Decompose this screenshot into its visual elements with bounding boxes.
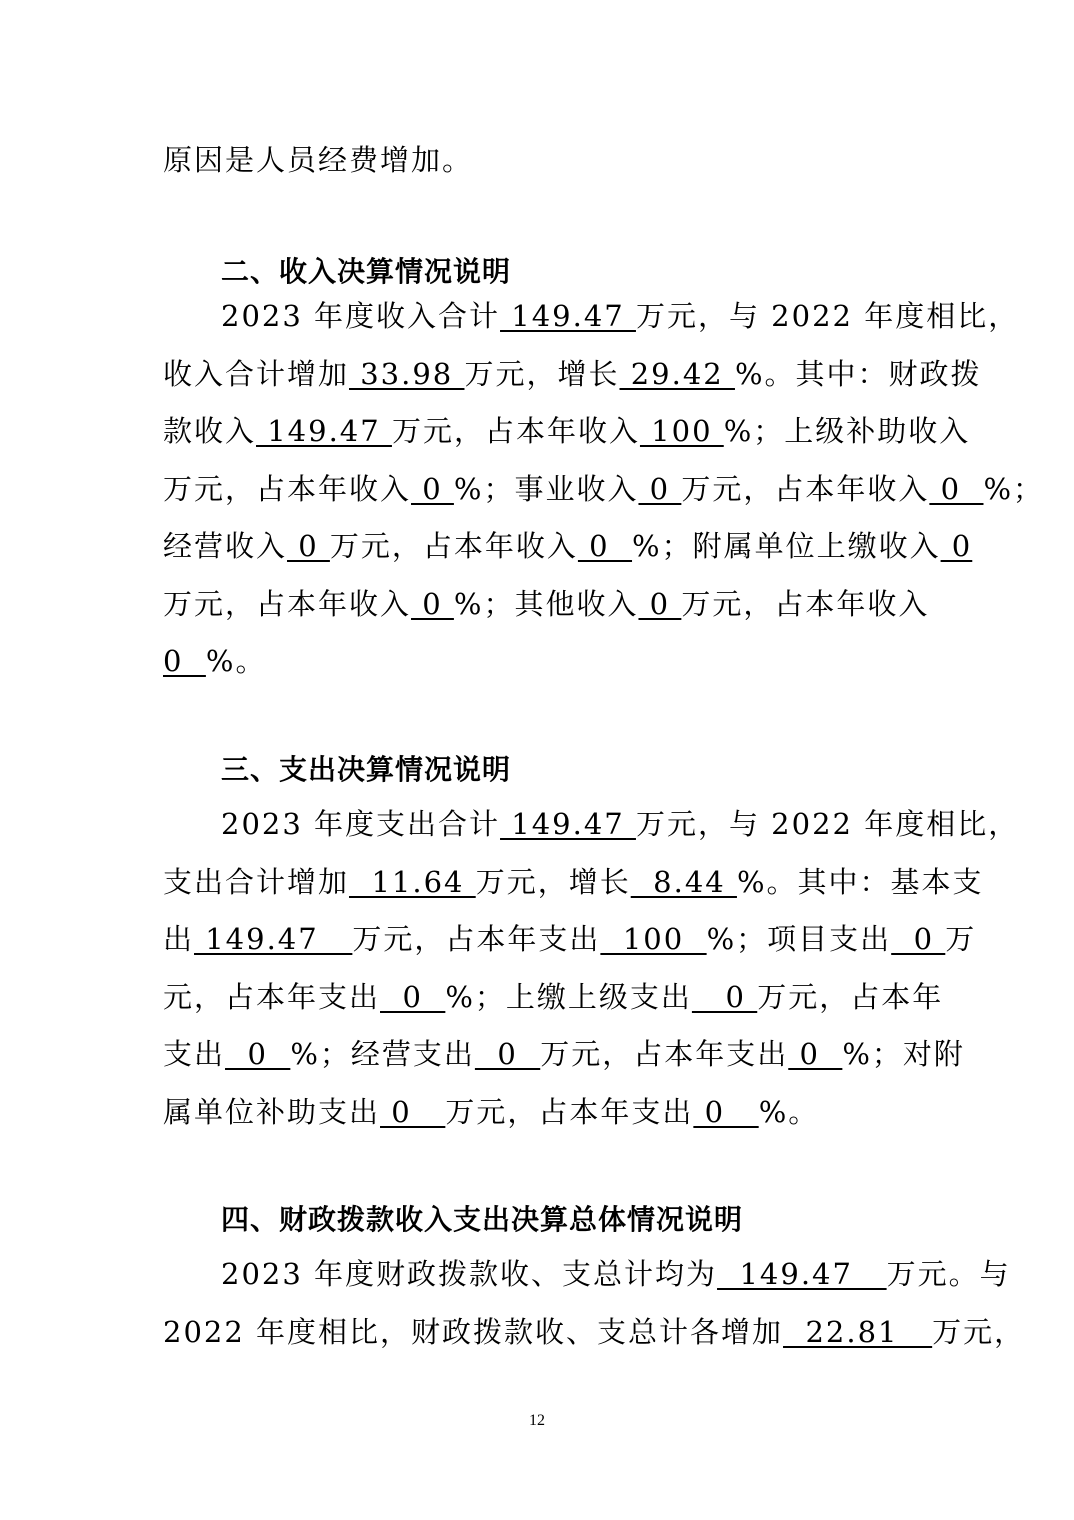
text-line: 2023 年度支出合计 149.47 万元，与 2022 年度相比，: [221, 807, 1020, 841]
expenditure-paragraph: [163, 796, 1020, 1141]
text-line: 收入合计增加 33.98 万元，增长 29.42 %。其中：财政拨: [163, 356, 982, 391]
section-heading-expenditure: 三、支出决算情况说明: [221, 753, 512, 786]
filled-value: 0: [411, 471, 454, 506]
text-line: 属单位补助支出 0 万元，占本年支出 0 %。: [163, 1094, 820, 1129]
filled-value: 149.47: [256, 414, 392, 448]
fiscal-paragraph: [163, 1246, 1026, 1361]
text-line: 万元，占本年收入 0 %；其他收入 0 万元，占本年收入: [163, 586, 930, 621]
filled-value: 0: [691, 979, 758, 1014]
text-line: 0 %。: [163, 644, 267, 678]
filled-value: 100: [639, 414, 724, 448]
text-line: 2023 年度收入合计 149.47 万元，与 2022 年度相比，: [221, 299, 1020, 333]
filled-value: 100: [600, 922, 707, 956]
filled-value: 0: [788, 1037, 843, 1071]
filled-value: 0: [638, 471, 682, 506]
filled-value: 0: [474, 1037, 541, 1071]
section-heading-income: 二、收入决算情况说明: [221, 255, 512, 288]
filled-value: 149.47: [500, 299, 636, 333]
filled-value: 0: [380, 1094, 446, 1129]
filled-value: 0: [940, 529, 973, 563]
continued-paragraph: [163, 132, 913, 190]
text-line: 2022 年度相比，财政拨款收、支总计各增加 22.81 万元，: [163, 1314, 1026, 1349]
text-line: 元，占本年支出 0 %；上缴上级支出 0 万元，占本年: [163, 979, 944, 1014]
filled-value: 0: [287, 529, 330, 563]
filled-value: 0: [638, 586, 682, 621]
text-line: 支出合计增加 11.64 万元，增长 8.44 %。其中：基本支: [163, 864, 984, 899]
page-number: 12: [529, 1412, 545, 1429]
filled-value: 0: [163, 644, 206, 678]
income-paragraph: [163, 288, 1045, 691]
text-line: 款收入 149.47 万元，占本年收入 100 %；上级补助收入: [163, 414, 971, 448]
filled-value: 149.47: [500, 807, 636, 841]
text-line: 出 149.47 万元，占本年支出 100 %；项目支出 0 万: [163, 922, 977, 956]
filled-value: 0: [929, 471, 984, 506]
text-line: 万元，占本年收入 0 %；事业收入 0 万元，占本年收入 0 %；: [163, 471, 1045, 506]
text-line: 原因是人员经费增加。: [163, 143, 474, 177]
filled-value: 0: [577, 529, 633, 563]
text-line: 2023 年度财政拨款收、支总计均为 149.47 万元。与: [221, 1257, 1011, 1291]
filled-value: 22.81: [783, 1314, 933, 1349]
filled-value: 33.98: [349, 356, 465, 391]
filled-value: 149.47: [194, 922, 353, 956]
filled-value: 0: [693, 1094, 759, 1129]
text-line: 支出 0 %；经营支出 0 万元，占本年支出 0 %；对附: [163, 1037, 965, 1071]
filled-value: 8.44: [630, 864, 737, 899]
filled-value: 0: [380, 979, 446, 1014]
filled-value: 11.64: [349, 864, 476, 899]
section-heading-fiscal: 四、财政拨款收入支出决算总体情况说明: [221, 1203, 744, 1236]
filled-value: 149.47: [717, 1257, 887, 1291]
text-line: 经营收入 0 万元，占本年收入 0 %；附属单位上缴收入 0: [163, 529, 973, 563]
filled-value: 29.42: [619, 356, 735, 391]
filled-value: 0: [411, 586, 454, 621]
filled-value: 0: [891, 922, 946, 956]
filled-value: 0: [225, 1037, 291, 1071]
